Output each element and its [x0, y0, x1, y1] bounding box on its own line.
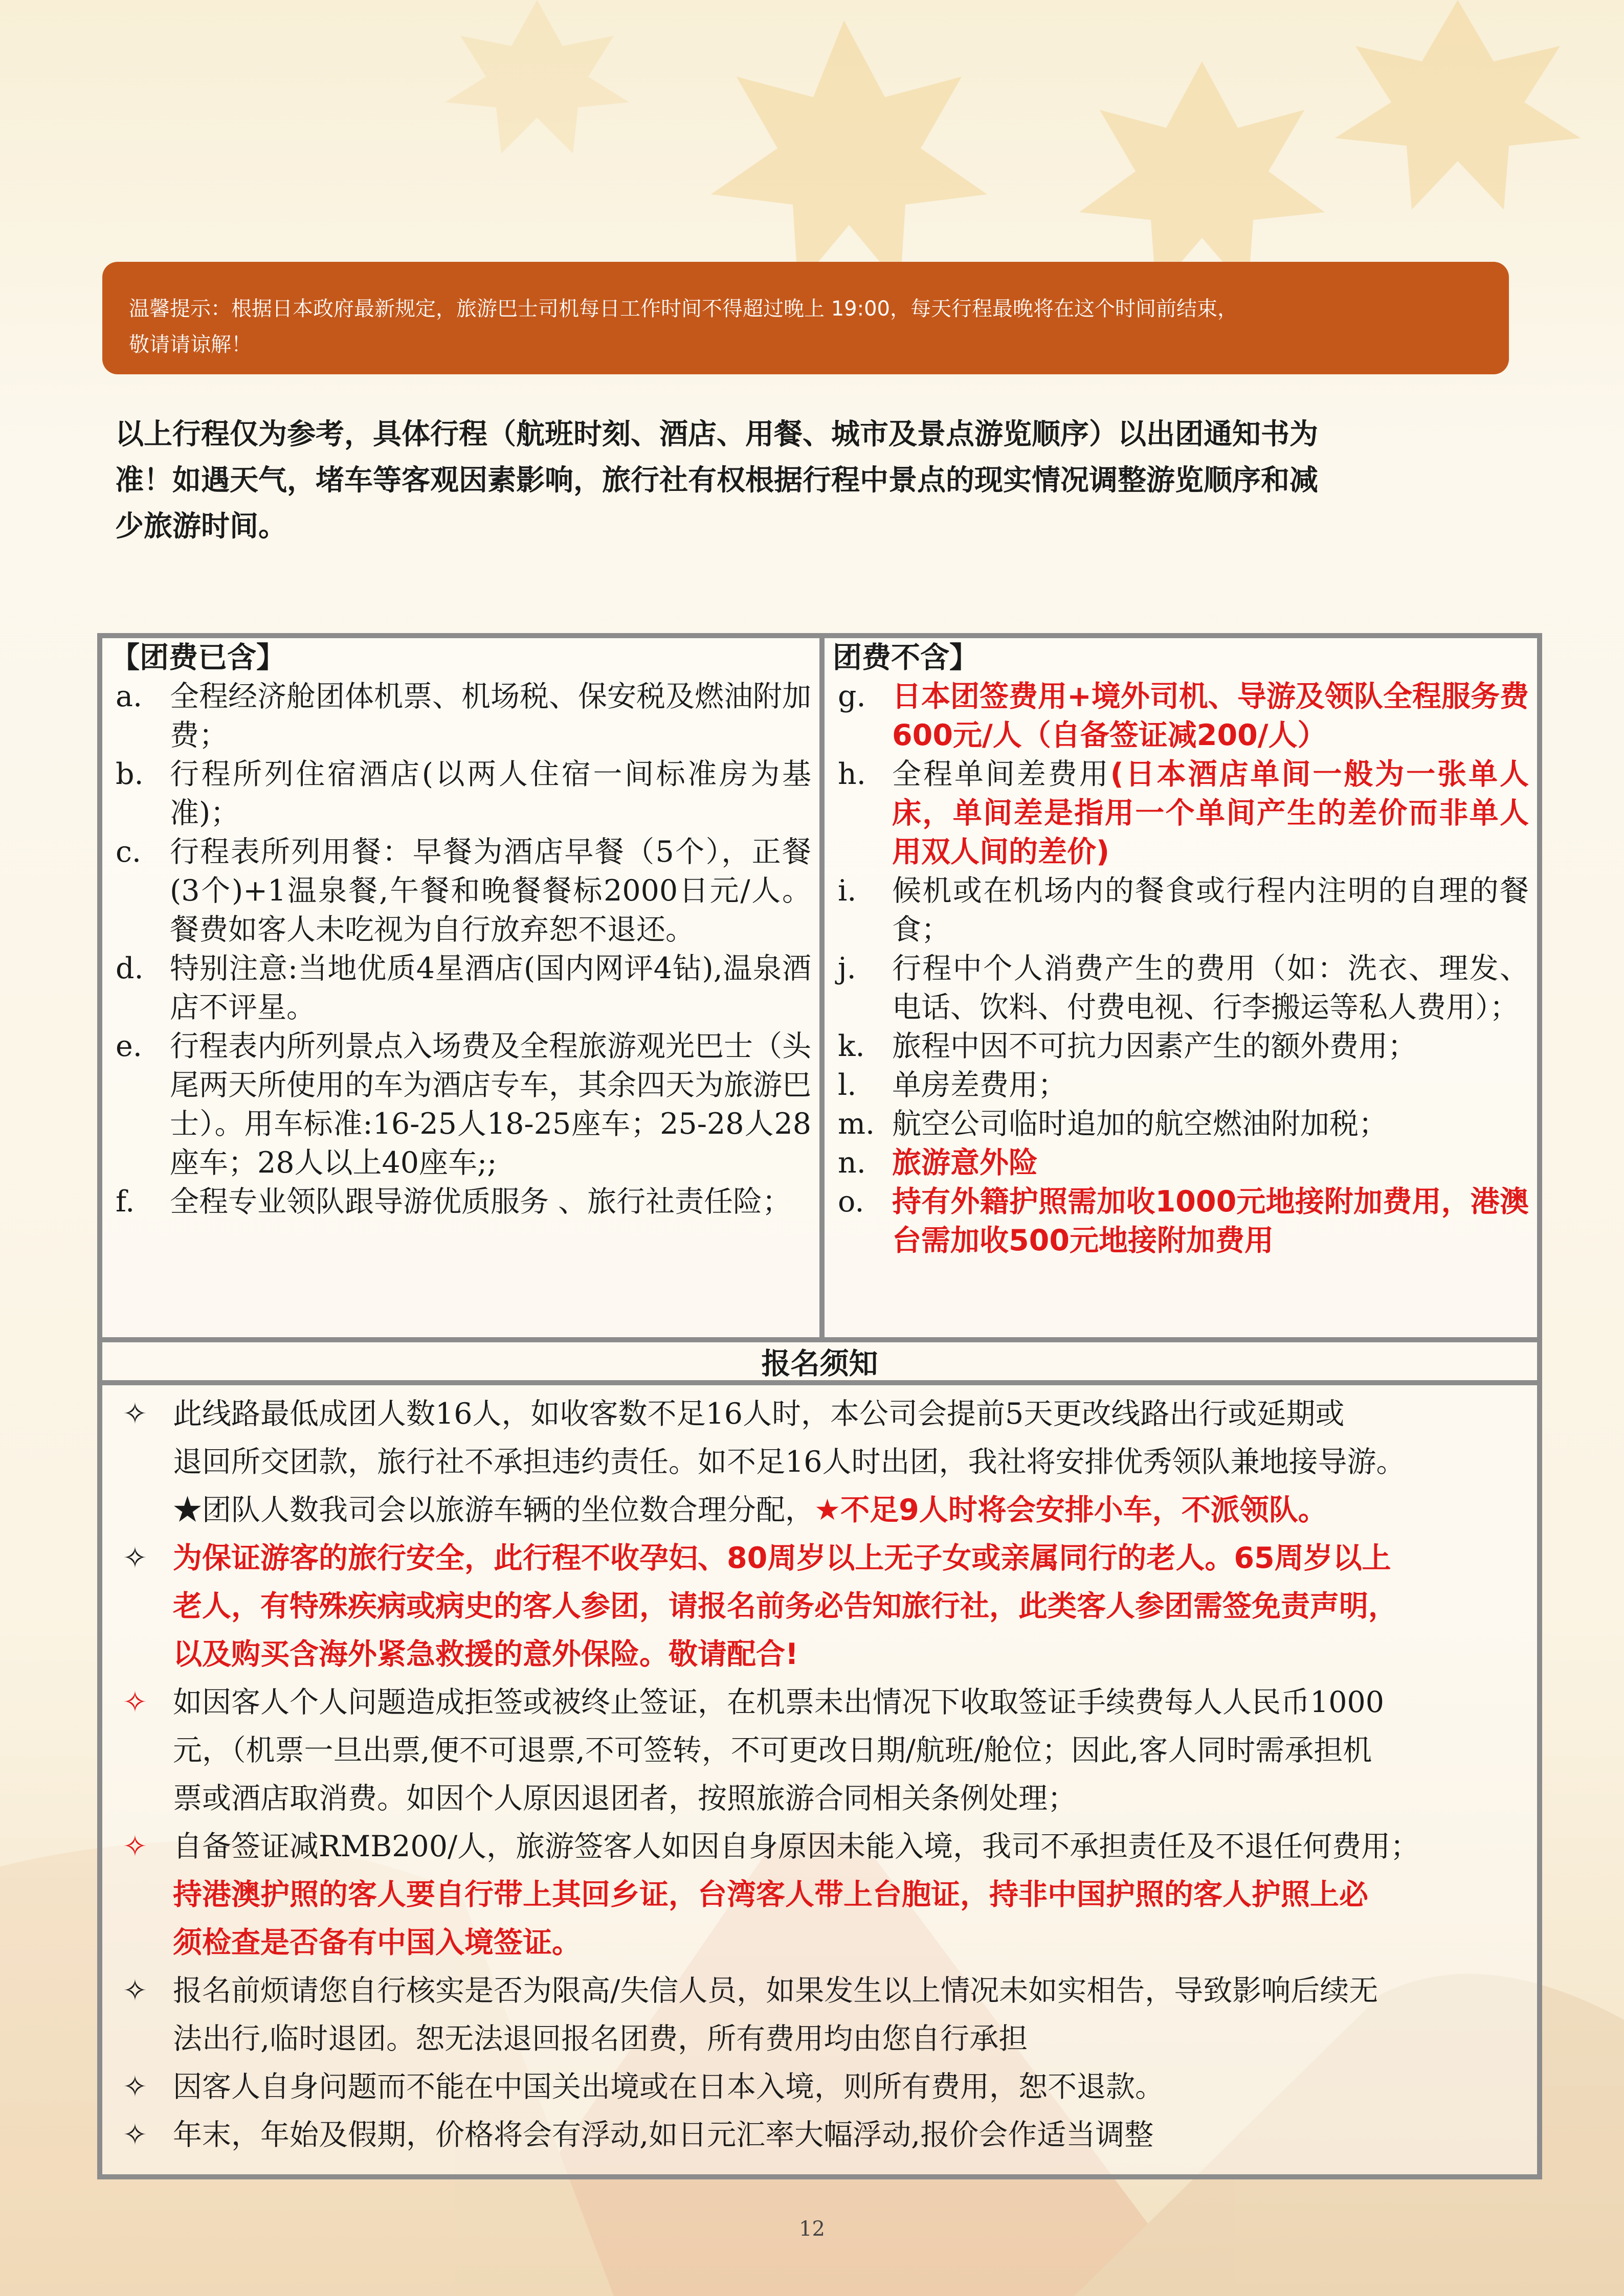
- item-text: 候机或在机场内的餐食或行程内注明的自理的餐食；: [892, 874, 1529, 947]
- item-marker: j.: [838, 952, 856, 985]
- intro-line-2: 准！如遇天气，堵车等客观因素影响，旅行社有权根据行程中景点的现实情况调整游览顺序和减: [115, 464, 1318, 497]
- registration-item: [113, 2063, 1527, 2111]
- notice-line-2: 敬请请谅解！: [129, 333, 252, 356]
- registration-line: 为保证游客的旅行安全，此行程不收孕妇、80周岁以上无子女或亲属同行的老人。65周岁以上: [173, 1541, 1391, 1575]
- registration-line: 法出行,临时退团。恕无法退回报名团费，所有费用均由您自行承担: [173, 2022, 1028, 2056]
- bullet-icon: ✧: [123, 1685, 147, 1719]
- registration-line: 以及购买含海外紧急救援的意外保险。敬请配合!: [173, 1637, 798, 1671]
- item-marker: l.: [838, 1068, 857, 1102]
- fee-table: [97, 633, 1542, 2179]
- bullet-icon: ✧: [123, 2070, 147, 2104]
- included-item: [110, 677, 811, 755]
- item-marker: m.: [838, 1107, 875, 1141]
- registration-line: 老人，有特殊疾病或病史的客人参团，请报名前务必告知旅行社，此类客人参团需签免责声明，: [173, 1589, 1397, 1623]
- item-text: 行程表内所列景点入场费及全程旅游观光巴士（头尾两天所使用的车为酒店专车，其余四天为旅游巴士）。用车标准:16-25人18-25座车；25-28人28座车；28人以上40座车;;: [170, 1029, 811, 1180]
- notice-line-1: 温馨提示：根据日本政府最新规定，旅游巴士司机每日工作时间不得超过晚上 19:00，每天行程最晚将在这个时间前结束，: [129, 297, 1238, 321]
- included-item: [110, 832, 811, 949]
- item-text: [892, 755, 1529, 871]
- registration-line: 元，（机票一旦出票,便不可退票,不可签转，不可更改日期/航班/舱位；因此,客人同时需承担机: [173, 1734, 1372, 1767]
- registration-item: [113, 1967, 1527, 2063]
- item-marker: f.: [116, 1185, 135, 1219]
- included-item: [110, 755, 811, 832]
- item-marker: i.: [838, 874, 857, 908]
- item-text: 行程中个人消费产生的费用（如：洗衣、理发、电话、饮料、付费电视、行李搬运等私人费用）；: [892, 952, 1529, 1024]
- item-text: 持有外籍护照需加收1000元地接附加费用，港澳台需加收500元地接附加费用: [892, 1185, 1529, 1257]
- item-marker: o.: [838, 1185, 864, 1219]
- item-text: 单房差费用；: [892, 1068, 1067, 1102]
- excluded-item-m: [833, 1105, 1529, 1143]
- item-text: 日本团签费用+境外司机、导游及领队全程服务费600元/人（自备签证减200/人）: [892, 680, 1529, 752]
- column-divider: [819, 638, 825, 1337]
- registration-line-highlight: ★不足9人时将会安排小车，不派领队。: [814, 1493, 1327, 1527]
- registration-item: [113, 1534, 1527, 1678]
- item-marker: k.: [838, 1029, 865, 1063]
- registration-item: [113, 1678, 1527, 1822]
- excluded-item-n: [833, 1143, 1529, 1182]
- item-marker: a.: [116, 680, 143, 713]
- registration-line: 此线路最低成团人数16人，如收客数不足16人时，本公司会提前5天更改线路出行或延期或: [173, 1397, 1345, 1431]
- item-text-highlight: (日本酒店单间一般为一张单人床，单间差是指用一个单间产生的差价而非单人用双人间的差价): [892, 757, 1529, 869]
- bullet-icon: ✧: [123, 1397, 147, 1431]
- section-divider-top: [102, 1337, 1537, 1342]
- bullet-icon: ✧: [123, 2118, 147, 2152]
- excluded-column: [825, 638, 1537, 1260]
- item-text: 航空公司临时追加的航空燃油附加税；: [892, 1107, 1388, 1141]
- item-text: 特别注意:当地优质4星酒店(国内网评4钻),温泉酒店不评星。: [170, 952, 811, 1024]
- item-text: 旅游意外险: [892, 1146, 1038, 1180]
- registration-list: [102, 1390, 1537, 2159]
- item-text: 全程专业领队跟导游优质服务 、旅行社责任险；: [170, 1185, 792, 1219]
- registration-line: 因客人自身问题而不能在中国关出境或在日本入境，则所有费用，恕不退款。: [173, 2070, 1164, 2104]
- item-text: 全程经济舱团体机票、机场税、保安税及燃油附加费；: [170, 680, 811, 752]
- intro-paragraph: [115, 412, 1517, 550]
- intro-line-3: 少旅游时间。: [115, 510, 287, 543]
- registration-line: 退回所交团款，旅行社不承担违约责任。如不足16人时出团，我社将安排优秀领队兼地接导游。: [173, 1445, 1406, 1479]
- bullet-icon: ✧: [123, 1974, 147, 2008]
- included-title: 【团费已含】: [110, 641, 285, 674]
- registration-line: 自备签证减RMB200/人，旅游签客人如因自身原因未能入境，我司不承担责任及不退任何费用；: [173, 1830, 1420, 1863]
- item-marker: n.: [838, 1146, 866, 1180]
- excluded-item-o: [833, 1182, 1529, 1260]
- page-number: 12: [799, 2217, 825, 2241]
- item-text: 行程所列住宿酒店(以两人住宿一间标准房为基准)；: [170, 757, 811, 830]
- registration-line: 如因客人个人问题造成拒签或被终止签证，在机票未出情况下收取签证手续费每人人民币1000: [173, 1685, 1385, 1719]
- included-item: [110, 1182, 811, 1221]
- excluded-item-j: [833, 949, 1529, 1027]
- excluded-item-l: [833, 1066, 1529, 1105]
- item-marker: c.: [116, 835, 142, 869]
- excluded-item-k: [833, 1027, 1529, 1066]
- notice-banner: [102, 262, 1509, 374]
- registration-item: [113, 1390, 1527, 1534]
- excluded-item-g: [833, 677, 1529, 755]
- registration-item: [113, 2111, 1527, 2159]
- excluded-item-i: [833, 871, 1529, 949]
- bullet-icon: ✧: [123, 1830, 147, 1863]
- item-marker: h.: [838, 757, 866, 791]
- item-text: 旅程中因不可抗力因素产生的额外费用；: [892, 1029, 1417, 1063]
- item-marker: b.: [116, 757, 144, 791]
- registration-item: [113, 1822, 1527, 1967]
- item-marker: g.: [838, 680, 866, 713]
- item-text: 行程表所列用餐：早餐为酒店早餐（5个），正餐(3个)+1温泉餐,午餐和晚餐餐标2000日元/人。餐费如客人未吃视为自行放弃恕不退还。: [170, 835, 811, 947]
- excluded-item-h: [833, 755, 1529, 871]
- registration-line: 须检查是否备有中国入境签证。: [173, 1926, 581, 1960]
- registration-line-plain: ★团队人数我司会以旅游车辆的坐位数合理分配，: [173, 1493, 814, 1527]
- item-text-plain: 全程单间差费用: [892, 757, 1110, 791]
- item-marker: e.: [116, 1029, 142, 1063]
- registration-title: 报名须知: [761, 1347, 878, 1381]
- registration-line: 票或酒店取消费。如因个人原因退团者，按照旅游合同相关条例处理；: [173, 1782, 1077, 1815]
- bullet-icon: ✧: [123, 1541, 147, 1575]
- item-marker: d.: [116, 952, 144, 985]
- included-item: [110, 949, 811, 1027]
- registration-line: 报名前烦请您自行核实是否为限高/失信人员，如果发生以上情况未如实相告，导致影响后续无: [173, 1974, 1378, 2008]
- excluded-title: 团费不含】: [833, 641, 978, 674]
- intro-line-1: 以上行程仅为参考，具体行程（航班时刻、酒店、用餐、城市及景点游览顺序）以出团通知书为: [115, 418, 1318, 451]
- registration-line: 持港澳护照的客人要自行带上其回乡证，台湾客人带上台胞证，持非中国护照的客人护照上必: [173, 1878, 1368, 1911]
- registration-line: 年末，年始及假期，价格将会有浮动,如日元汇率大幅浮动,报价会作适当调整: [173, 2118, 1154, 2152]
- included-column: [102, 638, 819, 1221]
- registration-line: [173, 1486, 1527, 1534]
- included-item: [110, 1027, 811, 1182]
